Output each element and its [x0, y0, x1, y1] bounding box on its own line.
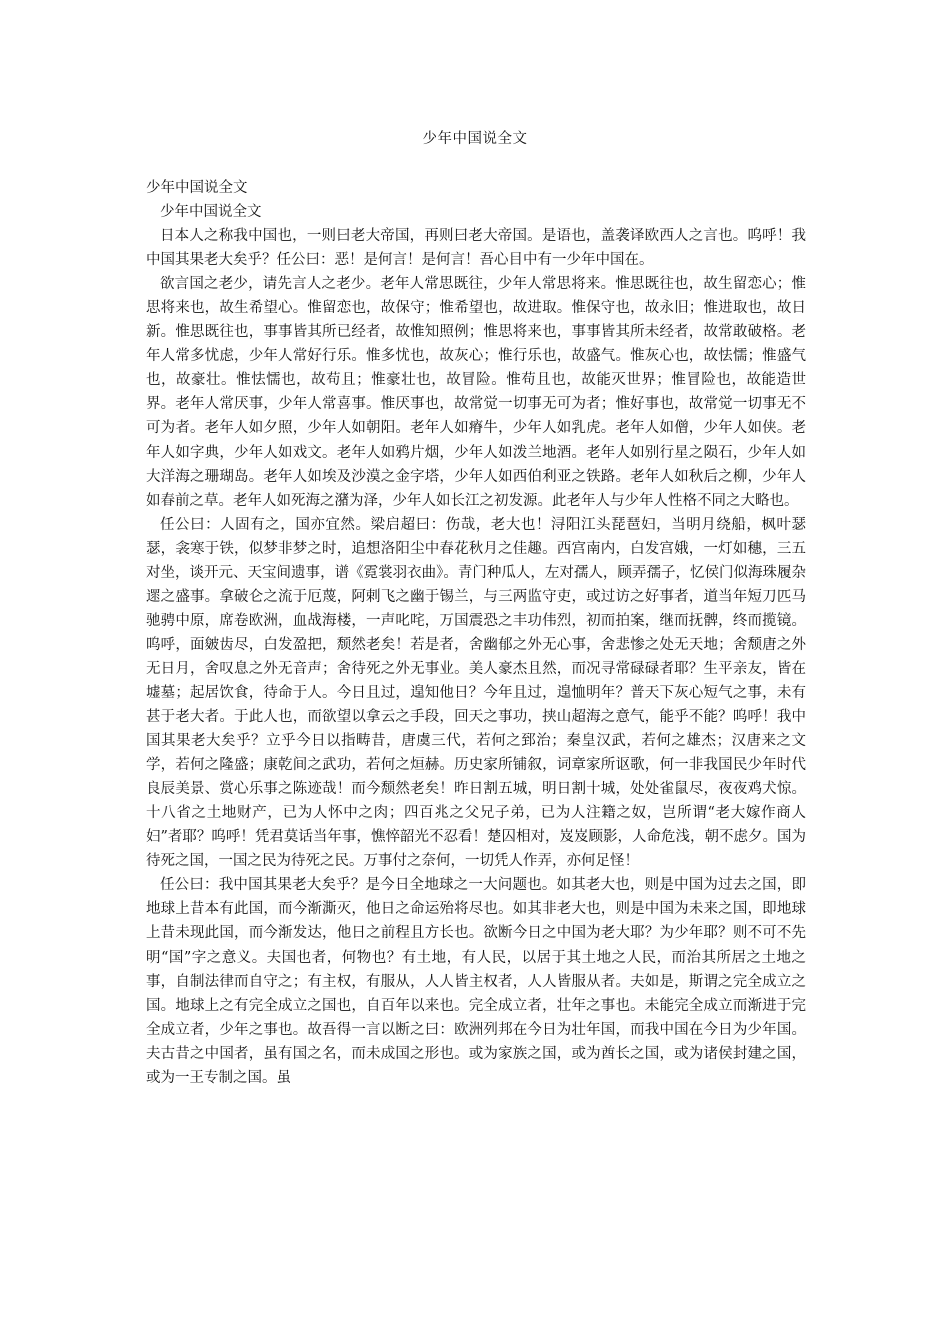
subheading-2: 少年中国说全文: [160, 204, 262, 221]
paragraph-2: 欲言国之老少，请先言人之老少。老年人常思既往，少年人常思将来。惟思既往也，故生留恋心；惟思将来也，故生希望心。惟留恋也，故保守；惟希望也，故进取。惟保守也，故永旧；惟进取也，故日新。惟思既往也，事事皆其所已经者，故惟知照例；惟思将来也，事事皆其所未经者，故常敢破格。老年人常多忧虑，少年人常好行乐。惟多忧也，故灰心；惟行乐也，故盛气。惟灰心也，故怯懦；惟盛气也，故豪壮。惟怯懦也，故苟且；惟豪壮也，故冒险。惟苟且也，故能灭世界；惟冒险也，故能造世界。老年人常厌事，少年人常喜事。惟厌事也，故常觉一切事无可为者；惟好事也，故常觉一切事无不可为者。老年人如夕照，少年人如朝阳。老年人如瘠牛，少年人如乳虎。老年人如僧，少年人如侠。老年人如字典，少年人如戏文。老年人如鸦片烟，少年人如泼兰地酒。老年人如别行星之陨石，少年人如大洋海之珊瑚岛。老年人如埃及沙漠之金字塔，少年人如西伯利亚之铁路。老年人如秋后之柳，少年人如春前之草。老年人如死海之潴为泽，少年人如长江之初发源。此老年人与少年人性格不同之大略也。: [146, 276, 806, 509]
paragraph-4: 任公曰：我中国其果老大矣乎？是今日全地球之一大问题也。如其老大也，则是中国为过去之国，即地球上昔本有此国，而今渐澌灭，他日之命运殆将尽也。如其非老大也，则是中国为未来之国，即地球上昔未现此国，而今渐发达，他日之前程且方长也。欲断今日之中国为老大耶？为少年耶？则不可不先明“国”字之意义。夫国也者，何物也？有土地，有人民，以居于其土地之人民，而治其所居之土地之事，自制法律而自守之；有主权，有服从，人人皆主权者，人人皆服从者。夫如是，斯谓之完全成立之国。地球上之有完全成立之国也，自百年以来也。完全成立者，壮年之事也。未能完全成立而渐进于完全成立者，少年之事也。故吾得一言以断之曰：欧洲列邦在今日为壮年国，而我中国在今日为少年国。夫古昔之中国者，虽有国之名，而未成国之形也。或为家族之国，或为酋长之国，或为诸侯封建之国，或为一王专制之国。虽: [146, 877, 806, 1086]
paragraph-3: 任公曰：人固有之，国亦宜然。梁启超曰：伤哉，老大也！浔阳江头琵琶妇，当明月绕船，枫叶瑟瑟，衾寒于铁，似梦非梦之时，追想洛阳尘中春花秋月之佳趣。西宫南内，白发宫娥，一灯如穗，三五对坐，谈开元、天宝间遗事，谱《霓裳羽衣曲》。青门种瓜人，左对孺人，顾弄孺子，忆侯门似海珠履杂遝之盛事。拿破仑之流于厄蔑，阿剌飞之幽于锡兰，与三两监守吏，或过访之好事者，道当年短刀匹马驰骋中原，席卷欧洲，血战海楼，一声叱咤，万国震恐之丰功伟烈，初而拍案，继而抚髀，终而揽镜。呜呼，面皴齿尽，白发盈把，颓然老矣！若是者，舍幽郁之外无心事，舍悲惨之处无天地；舍颓唐之外无日月，舍叹息之外无音声；舍待死之外无事业。美人豪杰且然，而况寻常碌碌者耶？生平亲友，皆在墟墓；起居饮食，待命于人。今日且过，遑知他日？今年且过，遑恤明年？普天下灰心短气之事，未有甚于老大者。于此人也，而欲望以拿云之手段，回天之事功，挟山超海之意气，能乎不能？呜呼！我中国其果老大矣乎？立乎今日以指畴昔，唐虞三代，若何之郅治；秦皇汉武，若何之雄杰；汉唐来之文学，若何之隆盛；康乾间之武功，若何之烜赫。历史家所铺叙，词章家所讴歌，何一非我国民少年时代良辰美景、赏心乐事之陈迹哉！而今颓然老矣！昨日割五城，明日割十城，处处雀鼠尽，夜夜鸡犬惊。十八省之土地财产，已为人怀中之肉；四百兆之父兄子弟，已为人注籍之奴，岂所谓“老大嫁作商人妇”者耶？呜呼！凭君莫话当年事，憔悴韶光不忍看！楚囚相对，岌岌顾影，人命危浅，朝不虑夕。国为待死之国，一国之民为待死之民。万事付之奈何，一切凭人作弄，亦何足怪！: [146, 516, 806, 870]
paragraph-1: 日本人之称我中国也，一则曰老大帝国，再则曰老大帝国。是语也，盖袭译欧西人之言也。呜呼！我中国其果老大矣乎？任公曰：恶！是何言！是何言！吾心目中有一少年中国在。: [146, 228, 806, 269]
document-title: 少年中国说全文: [422, 131, 528, 147]
document-body: [146, 176, 806, 1090]
subheading-1: 少年中国说全文: [146, 180, 248, 196]
